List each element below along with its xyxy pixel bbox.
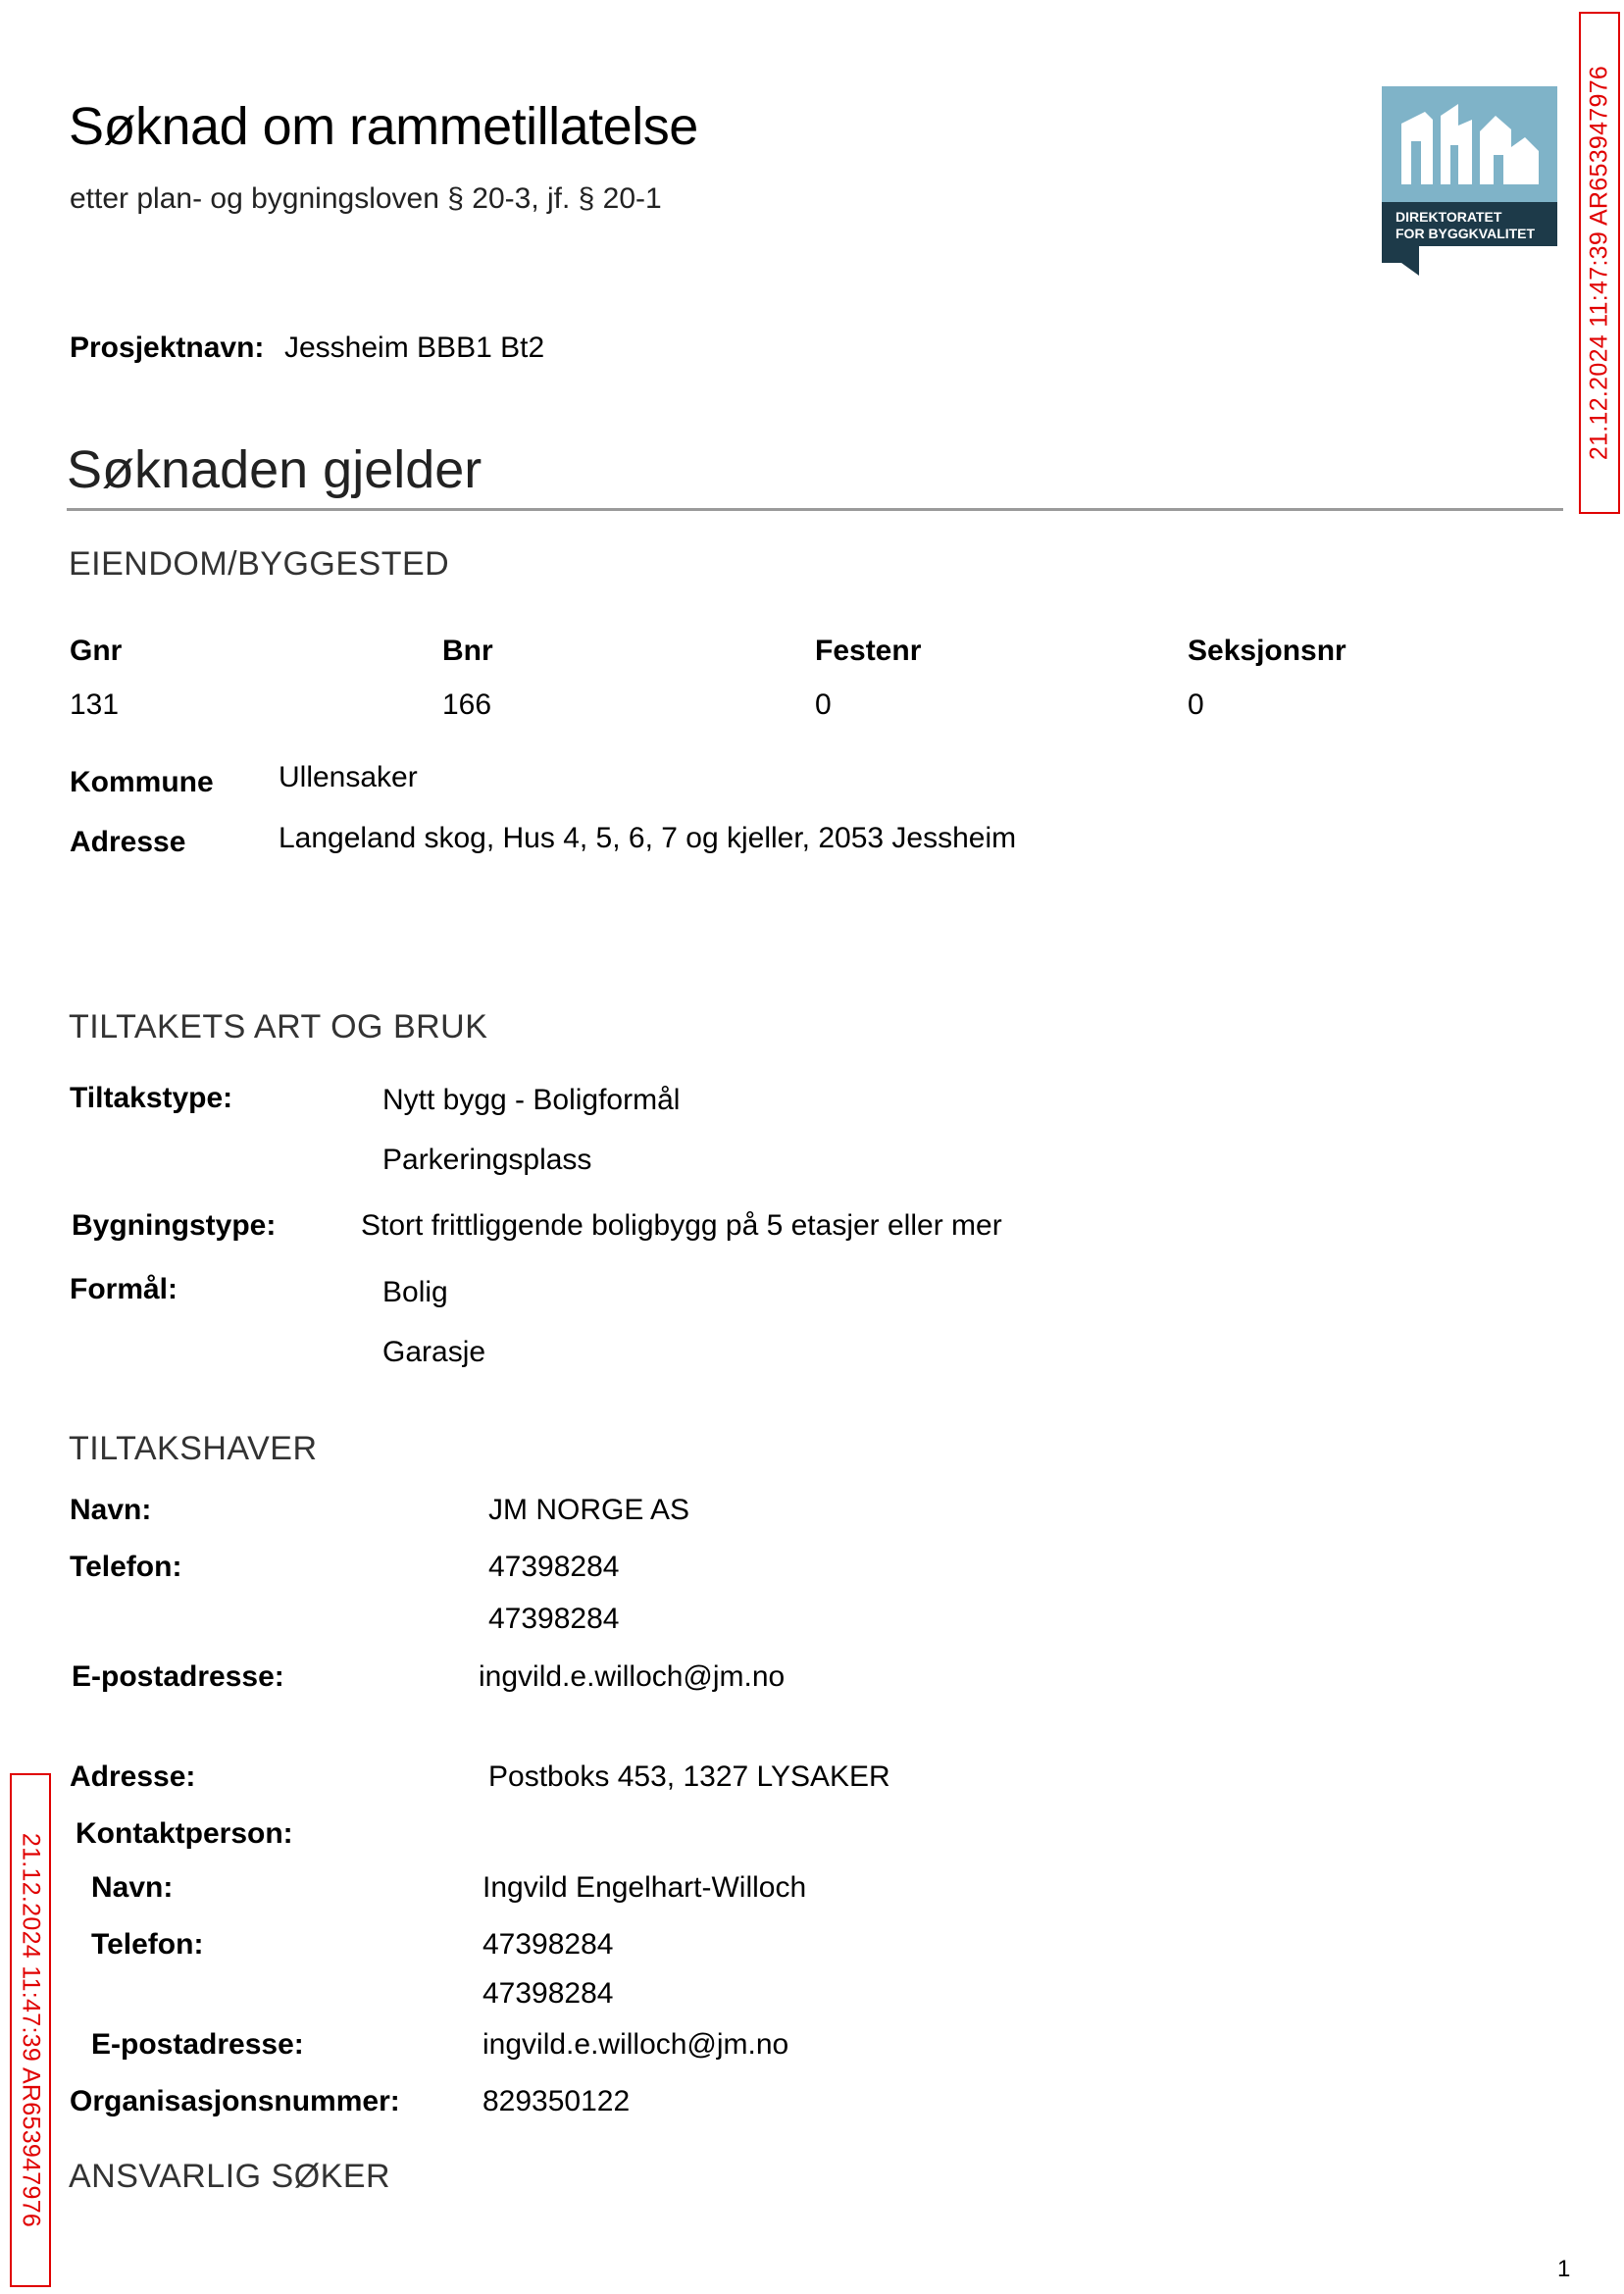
seksjonsnr-value: 0 [1188,688,1204,721]
kontakt-navn-value: Ingvild Engelhart-Willoch [482,1871,807,1904]
document-subtitle: etter plan- og bygningsloven § 20-3, jf. § 20-1 [70,182,662,215]
tiltakshaver-telefon-value-2: 47398284 [488,1603,620,1635]
adresse-value: Langeland skog, Hus 4, 5, 6, 7 og kjeller, 2053 Jessheim [279,822,1017,854]
project-name: Jessheim BBB1 Bt2 [284,331,545,364]
seksjonsnr-label: Seksjonsnr [1188,635,1346,667]
formal-value-1: Bolig [382,1276,448,1308]
section-divider [67,508,1563,511]
kontakt-epost-value: ingvild.e.willoch@jm.no [482,2028,789,2061]
timestamp-stamp-top [1579,12,1620,514]
logo-text-line2: FOR BYGGKVALITET [1396,226,1536,241]
tiltakshaver-adresse-value: Postboks 453, 1327 LYSAKER [488,1760,890,1793]
formal-value-2: Garasje [382,1336,486,1368]
tiltakshaver-epost-value: ingvild.e.willoch@jm.no [479,1660,786,1693]
kontakt-telefon-label: Telefon: [91,1928,204,1961]
tiltakstype-value-1: Nytt bygg - Boligformål [382,1084,681,1116]
adresse-label: Adresse [70,826,186,858]
tiltakshaver-heading: TILTAKSHAVER [69,1430,318,1467]
kontakt-navn-label: Navn: [91,1871,174,1904]
bnr-label: Bnr [442,635,493,667]
gnr-label: Gnr [70,635,123,667]
tiltak-heading: TILTAKETS ART OG BRUK [69,1008,488,1045]
bygningstype-label: Bygningstype: [72,1209,277,1242]
stamp-text: 21.12.2024 11:47:39 AR653947976 [17,1832,45,2228]
document-title: Søknad om rammetillatelse [69,97,698,156]
tiltakshaver-telefon-value-1: 47398284 [488,1551,620,1583]
kommune-value: Ullensaker [279,761,418,793]
eiendom-heading: EIENDOM/BYGGESTED [69,545,450,583]
bnr-value: 166 [442,688,492,721]
festenr-value: 0 [815,688,832,721]
formal-label: Formål: [70,1273,178,1305]
ansvarlig-soker-heading: ANSVARLIG SØKER [69,2158,391,2195]
tiltakshaver-telefon-label: Telefon: [70,1551,182,1583]
festenr-label: Festenr [815,635,922,667]
kontaktperson-label: Kontaktperson: [76,1817,293,1850]
kontakt-telefon-value-1: 47398284 [482,1928,614,1961]
tiltakstype-label: Tiltakstype: [70,1082,233,1114]
timestamp-stamp-left [10,1773,51,2287]
project-label: Prosjektnavn: [70,331,265,364]
bygningstype-value: Stort frittliggende boligbygg på 5 etasjer eller mer [361,1209,1002,1242]
dibk-logo [1382,86,1557,276]
kontakt-epost-label: E-postadresse: [91,2028,304,2061]
logo-text-line1: DIREKTORATET [1396,209,1502,225]
page-number: 1 [1557,2256,1571,2282]
orgnr-value: 829350122 [482,2085,631,2117]
gnr-value: 131 [70,688,120,721]
tiltakshaver-navn-value: JM NORGE AS [488,1494,690,1526]
tiltakshaver-adresse-label: Adresse: [70,1760,196,1793]
kommune-label: Kommune [70,766,214,798]
section-title: Søknaden gjelder [67,440,482,499]
kontakt-telefon-value-2: 47398284 [482,1977,614,2010]
tiltakshaver-navn-label: Navn: [70,1494,152,1526]
tiltakshaver-epost-label: E-postadresse: [72,1660,284,1693]
stamp-text: 21.12.2024 11:47:39 AR653947976 [1585,65,1613,461]
tiltakstype-value-2: Parkeringsplass [382,1144,592,1176]
orgnr-label: Organisasjonsnummer: [70,2085,400,2117]
